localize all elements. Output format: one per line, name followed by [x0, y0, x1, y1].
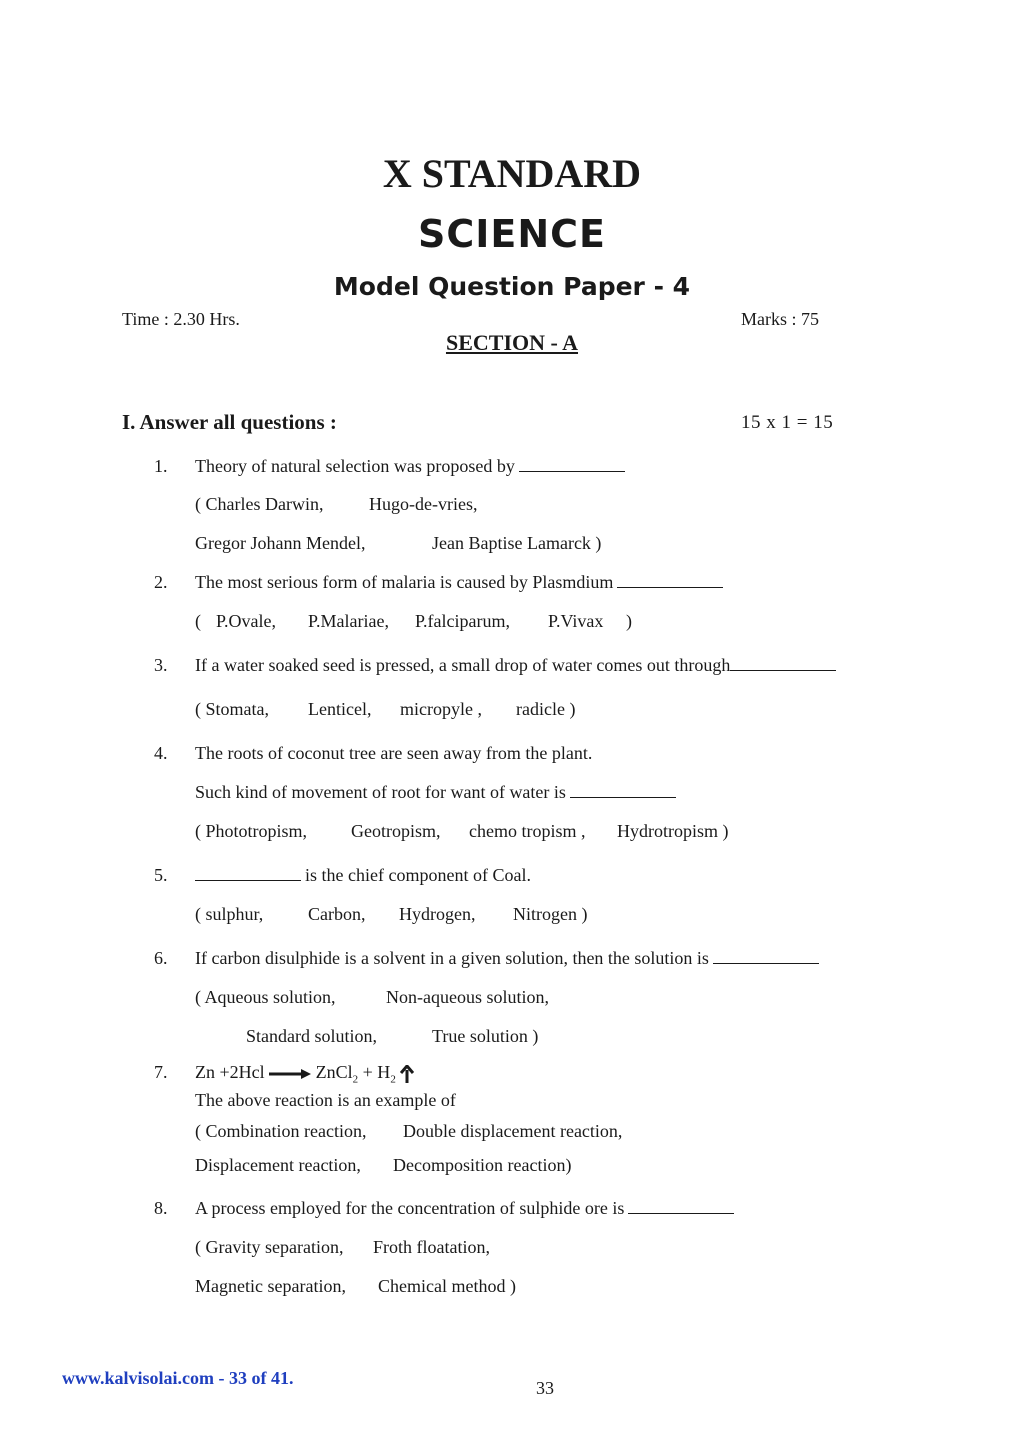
marks-label: Marks : 75	[741, 309, 819, 329]
answer-blank	[195, 879, 301, 881]
option: Froth floatation,	[373, 1237, 490, 1257]
option: Standard solution,	[246, 1026, 377, 1046]
option: ( sulphur,	[195, 904, 264, 924]
option: Carbon,	[308, 904, 366, 924]
option: chemo tropism ,	[469, 821, 586, 841]
question-number: 5.	[154, 865, 168, 885]
equation-product: + H	[362, 1062, 391, 1082]
option: Hydrogen,	[399, 904, 476, 924]
option: Lenticel,	[308, 699, 372, 719]
question-text-content: A process employed for the concentration of sulphide ore is	[195, 1198, 625, 1218]
subscript: 2	[390, 1073, 396, 1086]
question-text	[195, 1198, 734, 1219]
answer-blank	[617, 586, 723, 588]
question-text	[195, 948, 819, 969]
equation-reactants: Zn +2Hcl	[195, 1062, 265, 1082]
reaction-arrow-icon	[269, 1069, 311, 1079]
footer-site-link[interactable]: www.kalvisolai.com - 33 of 41.	[62, 1368, 294, 1388]
option: ( Charles Darwin,	[195, 494, 324, 514]
question-text-content: If a water soaked seed is pressed, a small drop of water comes out through	[195, 655, 731, 675]
question-text	[195, 456, 625, 477]
score-label: 15 x 1 = 15	[741, 412, 834, 433]
answer-blank	[628, 1212, 734, 1214]
paper-title: Model Question Paper - 4	[333, 272, 691, 301]
question-text-content: Such kind of movement of root for want of water is	[195, 782, 566, 802]
option: radicle )	[516, 699, 576, 719]
option: ( Gravity separation,	[195, 1237, 344, 1257]
question-number: 4.	[154, 743, 168, 763]
answer-blank	[730, 669, 836, 671]
option: ( Combination reaction,	[195, 1121, 367, 1141]
question-number: 8.	[154, 1198, 168, 1218]
time-label: Time : 2.30 Hrs.	[122, 309, 240, 329]
question-number: 6.	[154, 948, 168, 968]
answer-blank	[519, 470, 625, 472]
option: micropyle ,	[400, 699, 482, 719]
question-text	[195, 655, 836, 676]
question-number: 7.	[154, 1062, 168, 1082]
question-text-content: The most serious form of malaria is caused by Plasmdium	[195, 572, 614, 592]
option: P.Vivax	[548, 611, 604, 631]
question-text: The above reaction is an example of	[195, 1090, 456, 1110]
option: Non-aqueous solution,	[386, 987, 549, 1007]
section-heading: SECTION - A	[445, 330, 579, 355]
question-text-content: Theory of natural selection was proposed by	[195, 456, 515, 476]
question-text-content: If carbon disulphide is a solvent in a given solution, then the solution is	[195, 948, 709, 968]
option: True solution )	[432, 1026, 539, 1046]
subscript: 2	[352, 1073, 359, 1086]
gas-evolved-arrow-icon	[400, 1065, 414, 1083]
question-number: 3.	[154, 655, 168, 675]
option: ( Stomata,	[195, 699, 269, 719]
option: (	[195, 611, 201, 631]
option: Hugo-de-vries,	[369, 494, 478, 514]
option: Double displacement reaction,	[403, 1121, 623, 1141]
option: Magnetic separation,	[195, 1276, 346, 1296]
subject-title: SCIENCE	[417, 212, 606, 256]
option: )	[626, 611, 632, 631]
option: P.Ovale,	[216, 611, 276, 631]
option: ( Aqueous solution,	[195, 987, 336, 1007]
option: Gregor Johann Mendel,	[195, 533, 366, 553]
page-number: 33	[536, 1378, 554, 1398]
answer-blank	[713, 962, 819, 964]
option: P.Malariae,	[308, 611, 389, 631]
question-number: 2.	[154, 572, 168, 592]
option: Displacement reaction,	[195, 1155, 361, 1175]
question-text-content: is the chief component of Coal.	[305, 865, 531, 885]
question-text	[195, 572, 723, 593]
instruction-label: I. Answer all questions :	[122, 410, 337, 434]
option: Decomposition reaction)	[393, 1155, 572, 1175]
question-number: 1.	[154, 456, 168, 476]
answer-blank	[570, 796, 676, 798]
option: Chemical method )	[378, 1276, 516, 1296]
chemical-equation	[195, 1062, 414, 1086]
option: Nitrogen )	[513, 904, 588, 924]
option: ( Phototropism,	[195, 821, 308, 841]
option: Jean Baptise Lamarck )	[432, 533, 602, 553]
option: Geotropism,	[351, 821, 441, 841]
option: Hydrotropism )	[617, 821, 729, 841]
equation-product: ZnCl	[315, 1062, 353, 1082]
question-text	[195, 865, 531, 886]
option: P.falciparum,	[415, 611, 510, 631]
question-text	[195, 782, 676, 803]
page-title: X STANDARD	[382, 151, 642, 196]
question-text: The roots of coconut tree are seen away from the plant.	[195, 743, 593, 763]
